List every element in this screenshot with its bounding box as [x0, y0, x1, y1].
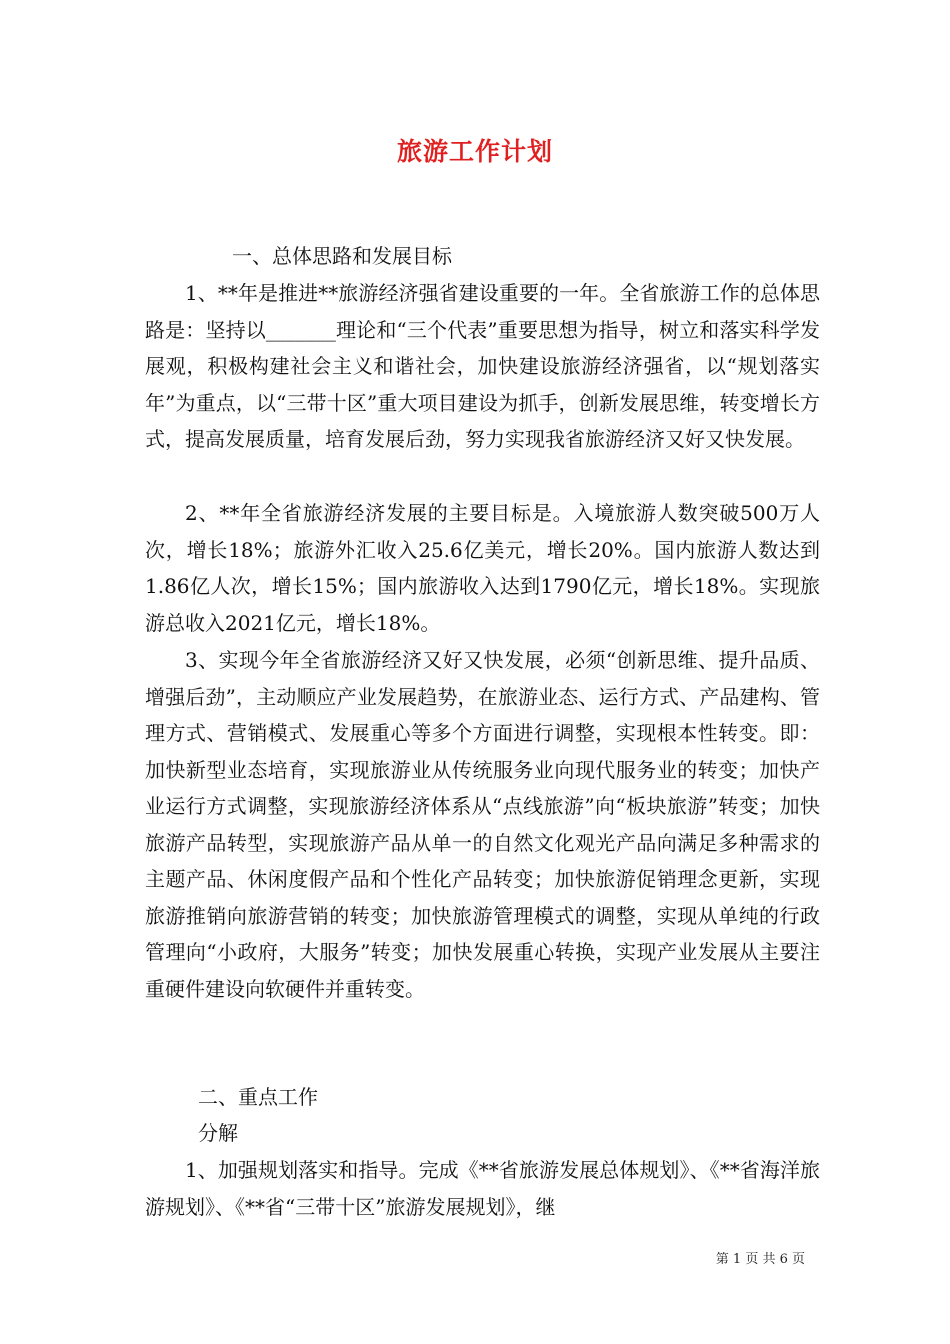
paragraph-3: 3、实现今年全省旅游经济又好又快发展，必须“创新思维、提升品质、增强后劲”，主动顺应产业发展趋势，在旅游业态、运行方式、产品建构、管理方式、营销模式、发展重心等多个方面进行调整，实现根本性转变。即：加快新型业态培育，实现旅游业从传统服务业向现代服务业的转变；加快产业运行方式调整，实现旅游经济体系从“点线旅游”向“板块旅游”转变；加快旅游产品转型，实现旅游产品从单一的自然文化观光产品向满足多种需求的主题产品、休闲度假产品和个性化产品转变；加快旅游促销理念更新，实现旅游推销向旅游营销的转变；加快旅游管理模式的调整，实现从单纯的行政管理向“小政府，大服务”转变；加快发展重心转换，实现产业发展从主要注重硬件建设向软硬件并重转变。: [145, 648, 820, 1001]
paragraph-4: 1、加强规划落实和指导。完成《**省旅游发展总体规划》、《**省海洋旅游规划》、《**省“三带十区”旅游发展规划》，继: [145, 1158, 820, 1219]
paragraph-1: 1、**年是推进**旅游经济强省建设重要的一年。全省旅游工作的总体思路是：坚持以_______理论和“三个代表”重要思想为指导，树立和落实科学发展观，积极构建社会主义和谐社会，加快建设旅游经济强省，以“规划落实年”为重点，以“三带十区”重大项目建设为抓手，创新发展思维，转变增长方式，提高发展质量，培育发展后劲，努力实现我省旅游经济又好又快发展。: [145, 281, 820, 451]
document-title: 旅游工作计划: [396, 137, 553, 166]
paragraph-2: 2、**年全省旅游经济发展的主要目标是。入境旅游人数突破500万人次，增长18%；旅游外汇收入25.6亿美元，增长20%。国内旅游人数达到1.86亿人次，增长15%；国内旅游收入达到1790亿元，增长18%。实现旅游总收入2021亿元，增长18%。: [145, 501, 820, 635]
section-heading-1: 一、总体思路和发展目标: [232, 244, 452, 268]
section-subheading: 分解: [198, 1121, 238, 1145]
page-number: 第 1 页 共 6 页: [715, 1252, 805, 1267]
section-heading-2: 二、重点工作: [198, 1085, 318, 1109]
